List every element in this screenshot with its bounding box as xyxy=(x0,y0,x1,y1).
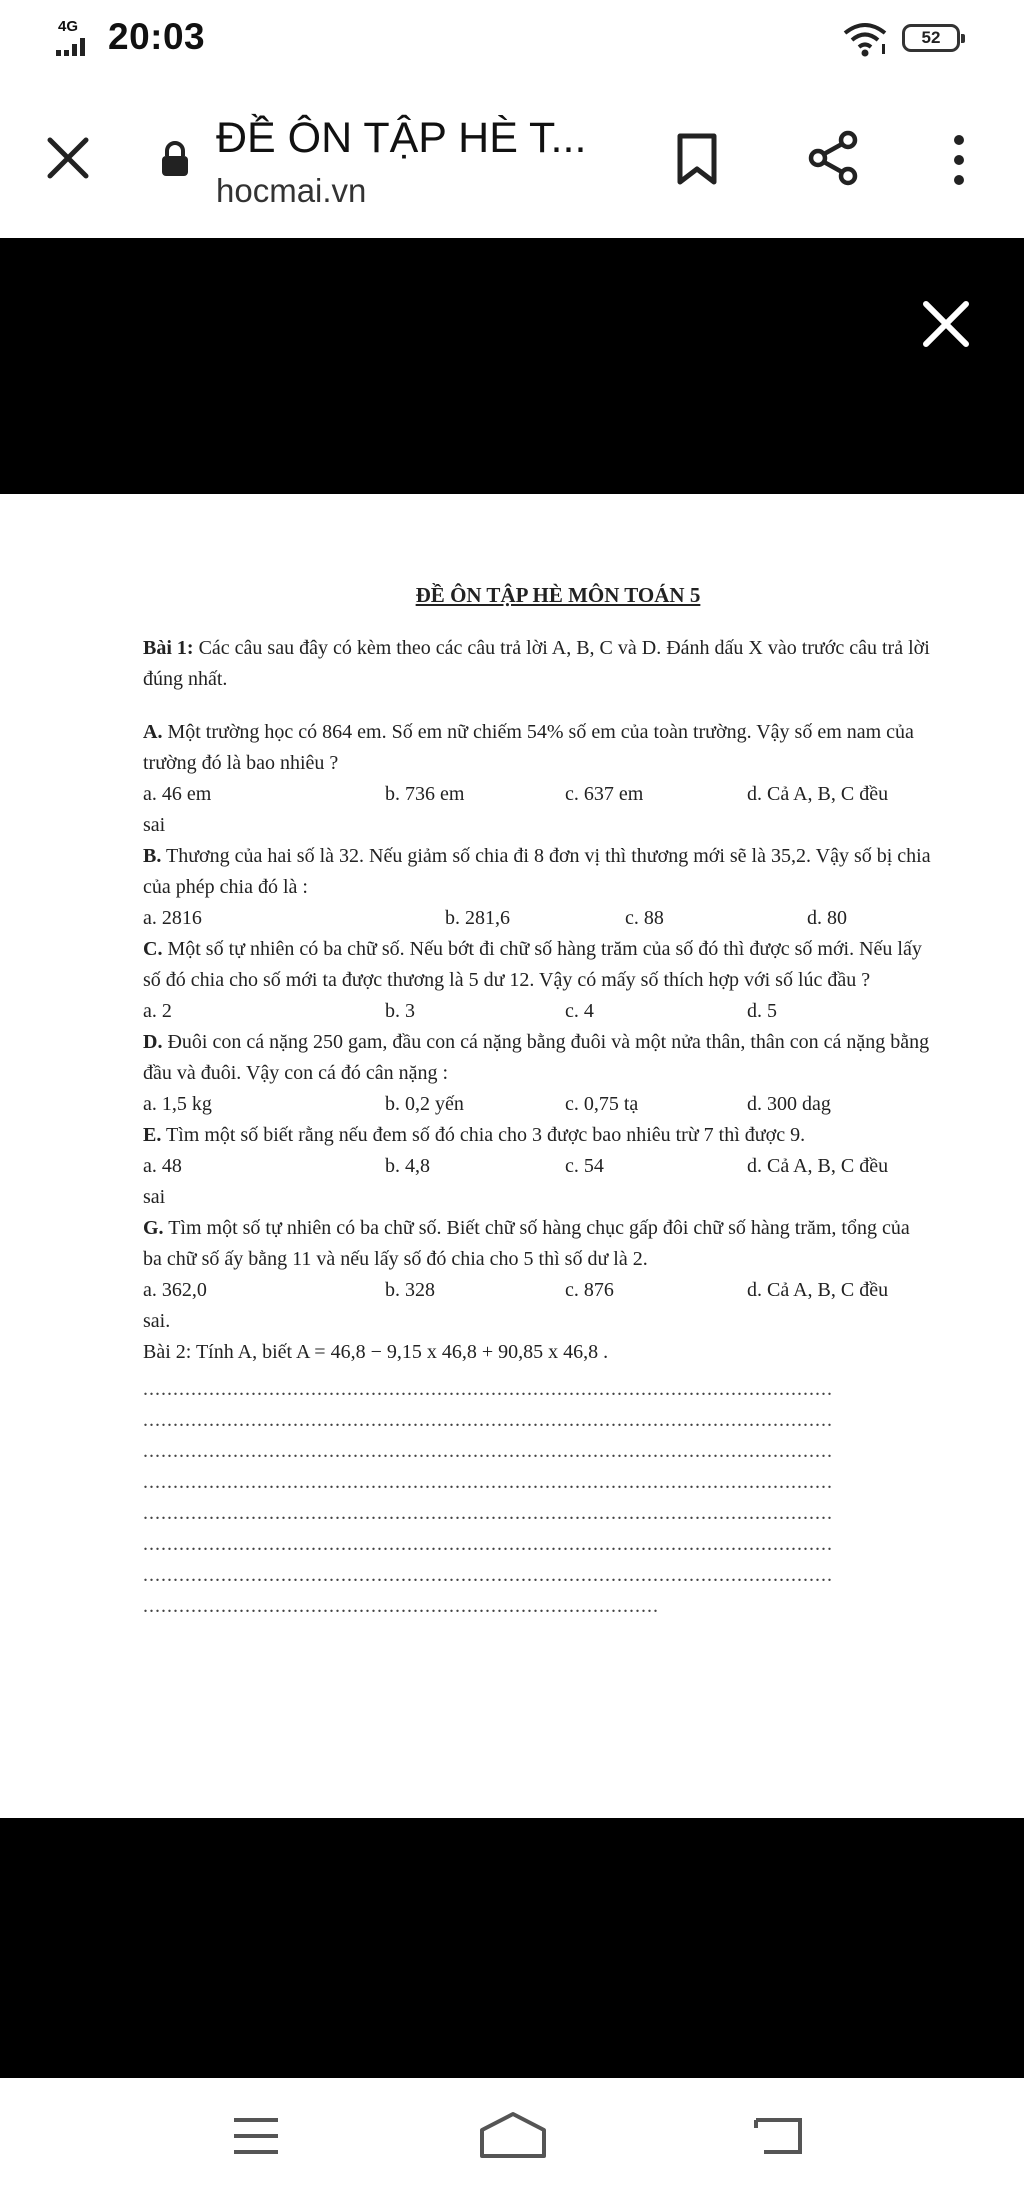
answer-line: ...................................................................................... xyxy=(143,1595,659,1617)
question-body: Một số tự nhiên có ba chữ số. Nếu bớt đi chữ số hàng trăm của số đó thì được số mới. Nếu lấy số đó chia cho số mới ta được thương là 5 dư 12. Vậy có mấy số thích hợp với số lúc đầu ? xyxy=(143,938,922,991)
option-c: c. 876 xyxy=(565,1279,614,1301)
document-heading: ĐỀ ÔN TẬP HÈ MÔN TOÁN 5 xyxy=(415,583,701,607)
question-label: E. xyxy=(143,1124,162,1146)
answer-options xyxy=(143,1275,933,1306)
question-e xyxy=(143,1120,933,1213)
option-c: c. 54 xyxy=(565,1155,604,1177)
option-b: b. 0,2 yến xyxy=(385,1093,464,1115)
option-a: a. 2816 xyxy=(143,907,202,929)
answer-line: ................................................................................................................... xyxy=(143,1440,833,1462)
ad-banner-top xyxy=(0,238,1024,494)
clock: 20:03 xyxy=(108,16,206,57)
signal-bars-icon xyxy=(56,38,85,56)
more-options-icon[interactable] xyxy=(944,132,974,188)
option-a: a. 1,5 kg xyxy=(143,1093,212,1115)
document-page xyxy=(143,580,933,1622)
option-a: a. 46 em xyxy=(143,783,212,805)
battery-icon xyxy=(902,24,960,52)
option-trail: sai xyxy=(143,814,166,836)
option-a: a. 48 xyxy=(143,1155,182,1177)
option-b: b. 281,6 xyxy=(445,907,510,929)
question-label: G. xyxy=(143,1217,164,1239)
question-body: Tìm một số biết rằng nếu đem số đó chia cho 3 được bao nhiêu trừ 7 thì được 9. xyxy=(161,1124,806,1146)
option-d: d. 5 xyxy=(747,1000,777,1022)
question-b xyxy=(143,841,933,934)
option-b: b. 3 xyxy=(385,1000,415,1022)
ad-close-icon[interactable] xyxy=(918,296,974,352)
bookmark-icon[interactable] xyxy=(674,132,720,186)
system-nav-bar xyxy=(0,2078,1024,2194)
signal-indicator xyxy=(56,20,85,56)
page-domain: hocmai.vn xyxy=(216,172,367,209)
question-label: D. xyxy=(143,1031,163,1053)
browser-app-bar xyxy=(0,80,1024,238)
question-label: B. xyxy=(143,845,162,867)
option-d: d. Cả A, B, C đều xyxy=(747,1155,889,1177)
question-body: Thương của hai số là 32. Nếu giảm số chia đi 8 đơn vị thì thương mới sẽ là 35,2. Vậy số bị chia của phép chia đó là : xyxy=(143,845,931,898)
option-d: d. Cả A, B, C đều xyxy=(747,783,889,805)
question-body: Một trường học có 864 em. Số em nữ chiếm 54% số em của toàn trường. Vậy số em nam của trường đó là bao nhiêu ? xyxy=(143,721,914,774)
question-text xyxy=(143,1213,933,1275)
question-label: A. xyxy=(143,721,163,743)
status-bar xyxy=(0,0,1024,80)
recent-apps-icon[interactable] xyxy=(232,2116,280,2156)
answer-line: ................................................................................................................... xyxy=(143,1533,833,1555)
question-body: Tìm một số tự nhiên có ba chữ số. Biết chữ số hàng chục gấp đôi chữ số hàng trăm, tổng của ba chữ số ấy bằng 11 và nếu lấy số đó chia cho 5 thì số dư là 2. xyxy=(143,1217,910,1270)
ad-banner-bottom xyxy=(0,1818,1024,2078)
answer-lines xyxy=(143,1374,933,1622)
question-d xyxy=(143,1027,933,1120)
share-icon[interactable] xyxy=(804,128,864,188)
option-b: b. 736 em xyxy=(385,783,465,805)
option-a: a. 362,0 xyxy=(143,1279,207,1301)
bai1-intro xyxy=(143,633,933,695)
answer-options xyxy=(143,779,933,810)
option-b: b. 4,8 xyxy=(385,1155,430,1177)
bai1-text: Các câu sau đây có kèm theo các câu trả lời A, B, C và D. Đánh dấu X vào trước câu trả lời đúng nhất. xyxy=(143,637,930,690)
lock-icon xyxy=(160,140,190,178)
question-text xyxy=(143,717,933,779)
network-type: 4G xyxy=(58,18,79,35)
answer-line: ................................................................................................................... xyxy=(143,1471,833,1493)
option-d: d. 300 dag xyxy=(747,1093,831,1115)
question-text xyxy=(143,1120,933,1151)
option-a: a. 2 xyxy=(143,1000,172,1022)
question-text xyxy=(143,1027,933,1089)
answer-options xyxy=(143,1089,933,1120)
bai1-label: Bài 1: xyxy=(143,637,194,659)
home-icon[interactable] xyxy=(478,2110,548,2160)
question-text xyxy=(143,841,933,903)
battery-level: 52 xyxy=(921,28,941,47)
answer-line: ................................................................................................................... xyxy=(143,1378,833,1400)
answer-line: ................................................................................................................... xyxy=(143,1409,833,1431)
answer-options xyxy=(143,903,933,934)
answer-line: ................................................................................................................... xyxy=(143,1564,833,1586)
question-c xyxy=(143,934,933,1027)
option-c: c. 0,75 tạ xyxy=(565,1093,639,1115)
question-a xyxy=(143,717,933,841)
option-trail: sai. xyxy=(143,1310,171,1332)
option-trail: sai xyxy=(143,1186,166,1208)
question-g xyxy=(143,1213,933,1337)
option-d: d. Cả A, B, C đều xyxy=(747,1279,889,1301)
question-body: Đuôi con cá nặng 250 gam, đầu con cá nặng bằng đuôi và một nửa thân, thân con cá nặng bằng đầu và đuôi. Vậy con cá đó cân nặng : xyxy=(143,1031,930,1084)
page-title: ĐỀ ÔN TẬP HÈ T... xyxy=(216,114,587,162)
option-c: c. 88 xyxy=(625,907,664,929)
back-icon[interactable] xyxy=(752,2114,806,2158)
wifi-icon xyxy=(842,20,888,58)
option-b: b. 328 xyxy=(385,1279,435,1301)
question-label: C. xyxy=(143,938,163,960)
option-d: d. 80 xyxy=(807,907,847,929)
option-c: c. 4 xyxy=(565,1000,594,1022)
close-icon[interactable] xyxy=(40,130,96,186)
answer-line: ................................................................................................................... xyxy=(143,1502,833,1524)
bai2-text: Bài 2: Tính A, biết A = 46,8 − 9,15 x 46,8 + 90,85 x 46,8 . xyxy=(143,1341,609,1363)
option-c: c. 637 em xyxy=(565,783,644,805)
question-text xyxy=(143,934,933,996)
answer-options xyxy=(143,1151,933,1182)
answer-options xyxy=(143,996,933,1027)
